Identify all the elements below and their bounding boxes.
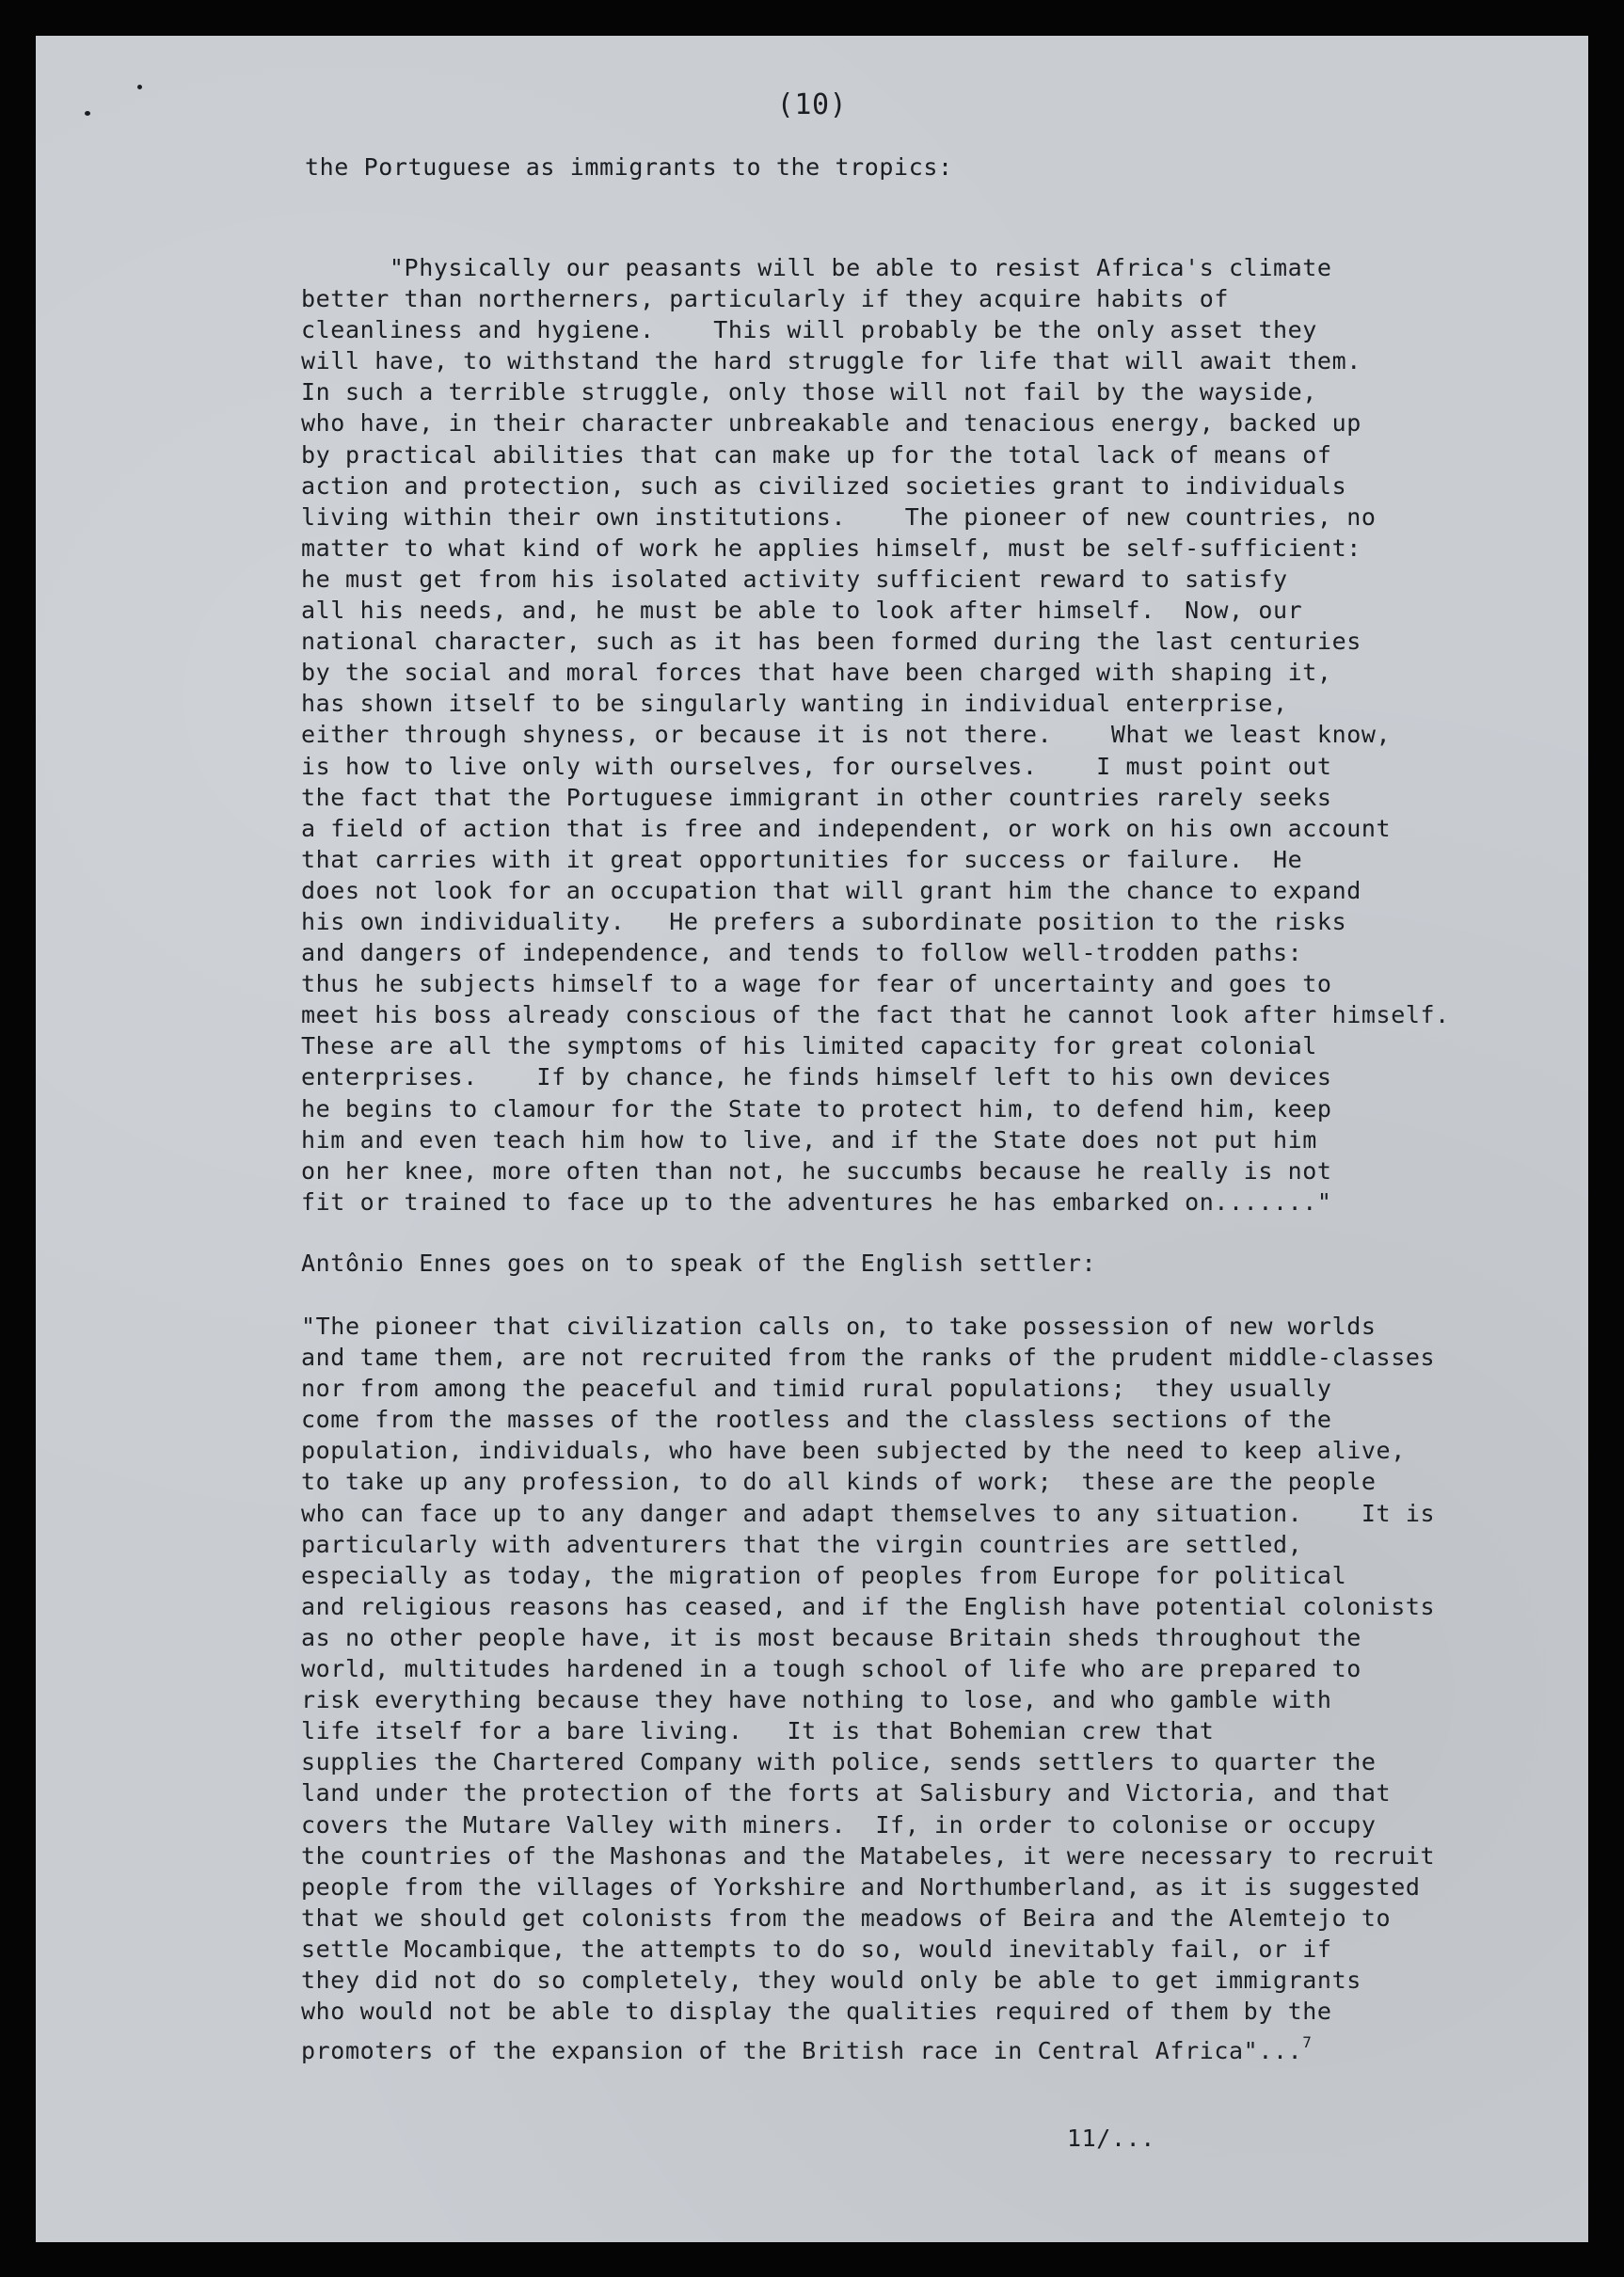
text-line: fit or trained to face up to the adventures he has embarked on......."	[301, 1187, 1332, 1216]
text-line: that carries with it great opportunities for success or failure. He	[301, 845, 1303, 873]
text-line: is how to live only with ourselves, for ourselves. I must point out	[301, 752, 1332, 780]
text-line: particularly with adventurers that the virgin countries are settled,	[301, 1530, 1303, 1558]
text-line: and religious reasons has ceased, and if the English have potential colonists	[301, 1592, 1436, 1620]
last-quote-line: promoters of the expansion of the British race in Central Africa"...	[301, 2037, 1303, 2065]
text-line: population, individuals, who have been subjected by the need to keep alive,	[301, 1437, 1406, 1465]
text-line: who have, in their character unbreakable and tenacious energy, backed up	[301, 409, 1361, 438]
continuation-marker: 11/...	[1067, 2125, 1155, 2152]
text-line: and tame them, are not recruited from the ranks of the prudent middle-classes	[301, 1344, 1436, 1372]
intro-english-settler: Antônio Ennes goes on to speak of the English settler:	[301, 1250, 1097, 1277]
text-line: risk everything because they have nothing to lose, and who gamble with	[301, 1686, 1332, 1714]
text-line: has shown itself to be singularly wanting in individual enterprise,	[301, 690, 1288, 718]
text-line: as no other people have, it is most because Britain sheds throughout the	[301, 1623, 1361, 1651]
text-line	[301, 2027, 1435, 2066]
text-line: him and even teach him how to live, and if the State does not put him	[301, 1125, 1317, 1154]
text-line: to take up any profession, to do all kinds of work; these are the people	[301, 1468, 1377, 1496]
text-line: cleanliness and hygiene. This will probably be the only asset they	[301, 316, 1317, 344]
text-line: "The pioneer that civilization calls on, to take possession of new worlds	[301, 1313, 1377, 1340]
text-line: life itself for a bare living. It is that Bohemian crew that	[301, 1717, 1215, 1745]
text-line: especially as today, the migration of peoples from Europe for political	[301, 1561, 1347, 1589]
quote-portuguese-peasants	[301, 252, 1450, 1218]
lead-in-sentence: the Portuguese as immigrants to the tropics:	[305, 153, 953, 181]
text-line: all his needs, and, he must be able to look after himself. Now, our	[301, 597, 1303, 625]
text-line: settle Mocambique, the attempts to do so, would inevitably fail, or if	[301, 1935, 1332, 1963]
text-line: by practical abilities that can make up for the total lack of means of	[301, 440, 1332, 469]
text-line: they did not do so completely, they would only be able to get immigrants	[301, 1966, 1361, 1994]
page-number: (10)	[776, 88, 848, 121]
text-line: on her knee, more often than not, he succumbs because he really is not	[301, 1156, 1332, 1185]
text-line: "Physically our peasants will be able to resist Africa's climate	[301, 254, 1332, 281]
text-line: living within their own institutions. The pioneer of new countries, no	[301, 502, 1377, 531]
text-line: he begins to clamour for the State to protect him, to defend him, keep	[301, 1094, 1332, 1123]
text-line: land under the protection of the forts at Salisbury and Victoria, and that	[301, 1779, 1392, 1807]
text-line: better than northerners, particularly if they acquire habits of	[301, 285, 1230, 313]
text-line: come from the masses of the rootless and the classless sections of the	[301, 1406, 1332, 1434]
text-line: national character, such as it has been formed during the last centuries	[301, 628, 1361, 656]
text-line: meet his boss already conscious of the fact that he cannot look after himself.	[301, 1001, 1450, 1029]
text-line: and dangers of independence, and tends to follow well-trodden paths:	[301, 939, 1303, 967]
text-line: supplies the Chartered Company with police, sends settlers to quarter the	[301, 1748, 1377, 1776]
text-line: his own individuality. He prefers a subordinate position to the risks	[301, 907, 1347, 935]
text-line: thus he subjects himself to a wage for fear of uncertainty and goes to	[301, 970, 1332, 998]
text-line: action and protection, such as civilized societies grant to individuals	[301, 471, 1347, 500]
text-line: the countries of the Mashonas and the Matabeles, it were necessary to recruit	[301, 1841, 1436, 1870]
text-line: that we should get colonists from the meadows of Beira and the Alemtejo to	[301, 1903, 1392, 1932]
text-line: either through shyness, or because it is not there. What we least know,	[301, 721, 1392, 749]
text-line: matter to what kind of work he applies himself, must be self-sufficient:	[301, 533, 1361, 562]
text-line: In such a terrible struggle, only those will not fail by the wayside,	[301, 378, 1317, 406]
quote-english-pioneer	[301, 1311, 1435, 2066]
text-line: who would not be able to display the qualities required of them by the	[301, 1998, 1332, 2026]
typewritten-page	[36, 36, 1588, 2242]
text-line: nor from among the peaceful and timid rural populations; they usually	[301, 1375, 1332, 1403]
text-line: he must get from his isolated activity sufficient reward to satisfy	[301, 565, 1288, 593]
text-line: who can face up to any danger and adapt themselves to any situation. It is	[301, 1499, 1436, 1527]
text-line: These are all the symptoms of his limited capacity for great colonial	[301, 1032, 1317, 1060]
text-line: does not look for an occupation that will grant him the chance to expand	[301, 876, 1361, 904]
footnote-reference: 7	[1302, 2033, 1313, 2052]
text-line: people from the villages of Yorkshire and Northumberland, as it is suggested	[301, 1872, 1421, 1901]
text-line: the fact that the Portuguese immigrant in other countries rarely seeks	[301, 783, 1332, 811]
text-line: a field of action that is free and independent, or work on his own account	[301, 814, 1392, 842]
text-line: world, multitudes hardened in a tough school of life who are prepared to	[301, 1655, 1361, 1683]
text-line: by the social and moral forces that have been charged with shaping it,	[301, 659, 1332, 687]
text-line: will have, to withstand the hard struggle for life that will await them.	[301, 347, 1361, 375]
text-line: covers the Mutare Valley with miners. If, in order to colonise or occupy	[301, 1810, 1377, 1839]
text-line: enterprises. If by chance, he finds himself left to his own devices	[301, 1063, 1332, 1091]
